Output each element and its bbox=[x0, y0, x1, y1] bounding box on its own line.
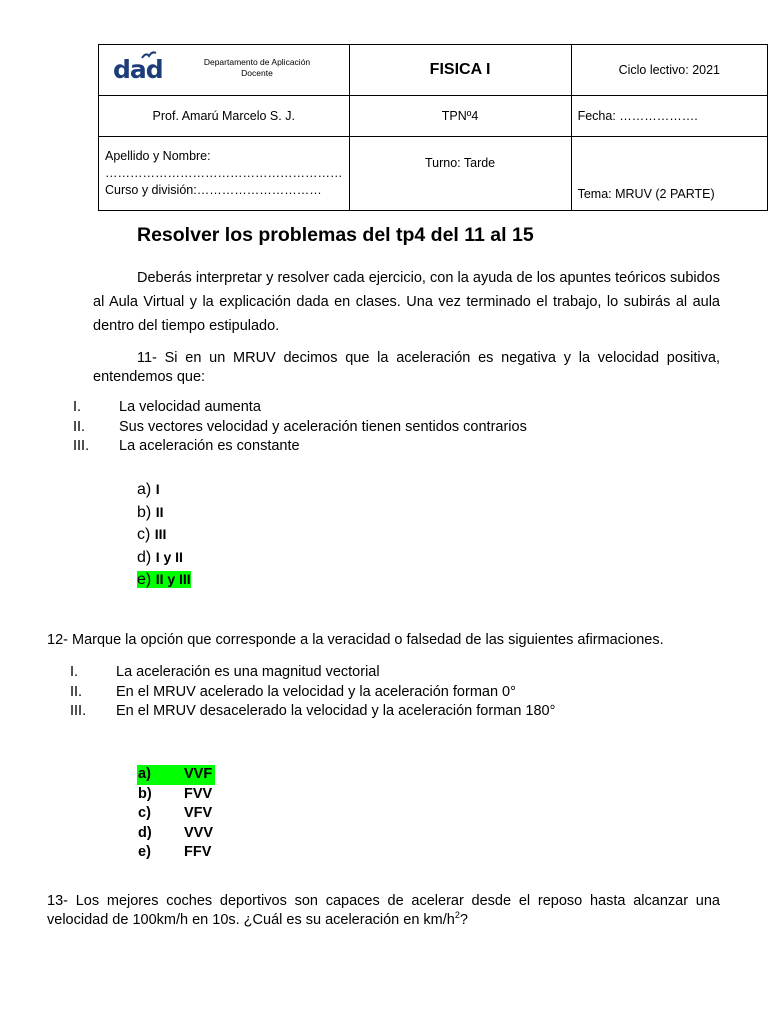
option-letter: e) bbox=[137, 571, 152, 588]
page-title: Resolver los problemas del tp4 del 11 al 15 bbox=[137, 224, 534, 246]
option-c bbox=[137, 523, 191, 546]
name-label: Apellido y Nombre: bbox=[105, 149, 211, 163]
intro-text: Deberás interpretar y resolver cada ejercicio, con la ayuda de los apuntes teóricos subidos al Aula Virtual y la explicación dada en clases. Una vez terminado el trabajo, lo subirás al aula dentro del tiempo estipulado. bbox=[93, 270, 720, 334]
option-letter: b) bbox=[137, 503, 152, 521]
option-letter: a) bbox=[138, 766, 151, 782]
option-letter: d) bbox=[138, 824, 152, 841]
option-value: VFV bbox=[184, 805, 213, 821]
option-letter: a) bbox=[137, 481, 152, 498]
question-12-options bbox=[137, 765, 215, 863]
logo-cell bbox=[99, 45, 350, 96]
course-label: Curso y división:………………………… bbox=[105, 183, 322, 197]
list-item bbox=[73, 398, 673, 418]
list-item bbox=[70, 702, 690, 722]
question-13-text: 13- Los mejores coches deportivos son capaces de acelerar desde el reposo hasta alcanzar una velocidad de 100km/h en 10s. ¿Cuál es su aceleración en km/h bbox=[47, 893, 720, 928]
list-item bbox=[70, 683, 690, 703]
option-letter: c) bbox=[137, 526, 151, 543]
exponent: 2 bbox=[454, 910, 460, 921]
question-11-text: 11- Si en un MRUV decimos que la aceleración es negativa y la velocidad positiva, entendemos que: bbox=[93, 350, 720, 385]
option-value: I bbox=[155, 481, 160, 497]
option-letter: b) bbox=[138, 785, 152, 802]
subject-cell bbox=[349, 45, 571, 96]
statement-number: I. bbox=[73, 399, 82, 415]
statement-text: En el MRUV desacelerado la velocidad y la aceleración forman 180° bbox=[116, 703, 556, 720]
header-table bbox=[98, 44, 768, 211]
option-value: VVF bbox=[184, 766, 213, 782]
question-11-options bbox=[137, 478, 191, 591]
student-cell bbox=[99, 137, 350, 211]
option-value: II y III bbox=[155, 571, 191, 587]
option-d bbox=[137, 824, 215, 844]
question-11 bbox=[93, 349, 720, 387]
dad-logo: dad bbox=[113, 55, 163, 84]
question-12-statements bbox=[70, 663, 690, 722]
statement-text: La aceleración es una magnitud vectorial bbox=[116, 664, 380, 680]
date-cell bbox=[571, 96, 767, 137]
highlighted-answer bbox=[137, 571, 191, 588]
option-b bbox=[137, 501, 191, 524]
tp-number: TPNº4 bbox=[441, 109, 479, 123]
option-value: FFV bbox=[184, 844, 212, 860]
tp-cell bbox=[349, 96, 571, 137]
option-c bbox=[137, 804, 215, 824]
option-value: III bbox=[154, 526, 167, 542]
statement-text: La velocidad aumenta bbox=[119, 399, 261, 415]
list-item bbox=[73, 418, 673, 438]
option-e bbox=[137, 843, 215, 863]
option-a bbox=[137, 765, 215, 785]
option-letter: c) bbox=[138, 805, 151, 821]
name-dots: ………………………………………………… bbox=[105, 166, 343, 180]
shift-cell bbox=[349, 137, 571, 211]
question-11-statements bbox=[73, 398, 673, 457]
option-value: II bbox=[155, 503, 164, 520]
option-b bbox=[137, 785, 215, 805]
shift-text: Turno: Tarde bbox=[424, 156, 496, 170]
statement-number: I. bbox=[70, 664, 79, 680]
statement-text: La aceleración es constante bbox=[119, 438, 300, 455]
intro-paragraph bbox=[93, 266, 720, 338]
cycle-cell bbox=[571, 45, 767, 96]
list-item bbox=[70, 663, 690, 683]
option-d bbox=[137, 546, 191, 569]
question-13-end: ? bbox=[459, 912, 468, 928]
option-value: VVV bbox=[184, 824, 214, 841]
question-13 bbox=[47, 892, 720, 930]
department-name: Departamento de Aplicación Docente bbox=[203, 57, 311, 78]
statement-number: III. bbox=[70, 703, 87, 720]
cycle-text: Ciclo lectivo: 2021 bbox=[618, 63, 721, 77]
option-value: I y II bbox=[155, 548, 183, 565]
option-value: FVV bbox=[184, 785, 213, 802]
topic-text: Tema: MRUV (2 PARTE) bbox=[577, 187, 715, 201]
topic-cell bbox=[571, 137, 767, 211]
option-e bbox=[137, 568, 191, 591]
professor-cell bbox=[99, 96, 350, 137]
statement-text: En el MRUV acelerado la velocidad y la aceleración forman 0° bbox=[116, 683, 516, 700]
statement-number: II. bbox=[73, 418, 86, 435]
question-12-text: 12- Marque la opción que corresponde a la veracidad o falsedad de las siguientes afirmaciones. bbox=[47, 632, 664, 648]
option-letter: e) bbox=[138, 844, 151, 860]
professor-name: Prof. Amarú Marcelo S. J. bbox=[152, 109, 295, 123]
statement-text: Sus vectores velocidad y aceleración tienen sentidos contrarios bbox=[119, 418, 527, 435]
subject-title: FISICA I bbox=[429, 61, 491, 78]
statement-number: II. bbox=[70, 683, 83, 700]
option-letter: d) bbox=[137, 548, 152, 566]
list-item bbox=[73, 437, 673, 457]
statement-number: III. bbox=[73, 438, 90, 455]
date-field: Fecha: ………………. bbox=[577, 109, 698, 123]
option-a bbox=[137, 478, 191, 501]
